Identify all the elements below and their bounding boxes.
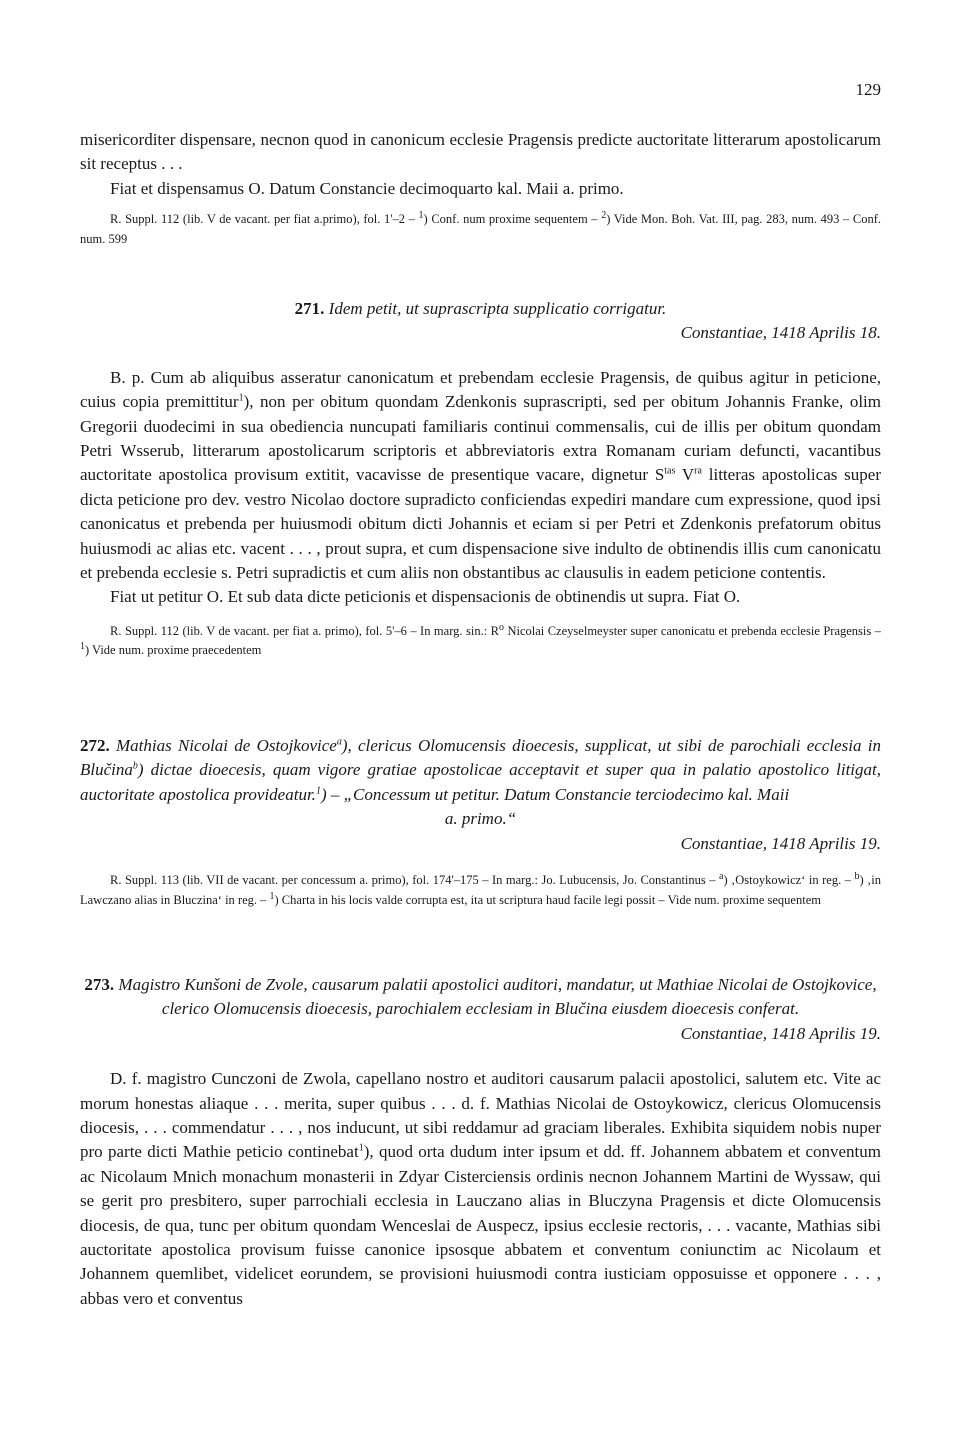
entry-number: 272. (80, 736, 110, 755)
entry-number: 271. (294, 299, 325, 318)
entry-272-heading: 272. Mathias Nicolai de Ostojkovice$^a$), clericus Olomucensis dioecesis, supplicat, ut sibi de parochiali ecclesia in Blučina$^b$) dictae dioecesis, quam vigore gratiae apostolicae acceptavit et super qua in palatio apostolico litigat, auctoritate apostolica provideatur.$^1$) – „Concessum ut petitur. Datum Constancie terciodecimo kal. Maii (80, 736, 881, 804)
entry-272-dateline: Constantiae, 1418 Aprilis 19. (680, 833, 881, 853)
entry-272-footnote: R. Suppl. 113 (lib. VII de vacant. per concessum a. primo), fol. 174'–175 – In marg.: Jo. Lubucensis, Jo. Constantinus – $^a$) ‚Ostoykowicz‘ in reg. – $^b$) ‚in Lawczano alias in Bluczina‘ in reg. – $^1$) Charta in his locis valde corrupta est, ita ut scriptura haud facile legi possit – Vide num. proxime sequentem (80, 870, 881, 907)
entry-273-heading: 273. Magistro Kunšoni de Zvole, causarum palatii apostolici auditori, mandatur, ut Mathiae Nicolai de Ostojkovice, clerico Olomucensis dioecesis, parochialem ecclesiam in Blučina eiusdem dioecesis conferat. (84, 975, 877, 1019)
entry-272 (80, 734, 881, 910)
entry-273-dateline: Constantiae, 1418 Aprilis 19. (680, 1023, 881, 1043)
entry-273-body: D. f. magistro Cunczoni de Zwola, capellano nostro et auditori causarum palacii apostolici, salutem etc. Vite ac morum honestas aliaque . . . merita, super quibus . . . d. f. Mathias Nicolai de Ostoykowicz, clericus Olomucensis diocesis, . . . commendatur . . . , nos inducunt, ut sibi reddamur ad graciam liberales. Exhibita siquidem nobis nuper pro parte dicti Mathie peticio continebat$^1$), quod orta dudum inter ipsum et dd. ff. Johannem abbatem et conventum ac Nicolaum Mnich monachum monasterii in Zdyar Cisterciensis ordinis necnon Johannem Martini de Wyssaw, qui se gerit pro presbitero, super parrochiali ecclesia in Lauczano alias in Bluczyna Pragensis et dicte Olomucensis diocesis, de qua, tunc per obitum quondam Wenceslai de Auspecz, ipsius ecclesie rectoris, . . . vacante, Mathias sibi auctoritate apostolica provisum fuisse canonice ipsosque abbatem et conventum coniunctim ac Nicolaum et Johannem quemlibet, videlicet eorundem, se provisioni huiusmodi contra iusticiam opposuisse et opponere . . . , abbas vero et conventus (80, 1069, 881, 1308)
intro-section (80, 128, 881, 249)
entry-number: 273. (84, 975, 115, 994)
intro-footnote: R. Suppl. 112 (lib. V de vacant. per fiat a.primo), fol. 1'–2 – $^1$) Conf. num proxime sequentem – $^2$) Vide Mon. Boh. Vat. III, pag. 283, num. 493 – Conf. num. 599 (80, 210, 881, 246)
page-number: 129 (855, 80, 881, 99)
entry-271-fiat: Fiat ut petitur O. Et sub data dicte peticionis et dispensacionis de obtinendis ut supra. Fiat O. (110, 587, 741, 607)
intro-paragraph: misericorditer dispensare, necnon quod in canonicum ecclesie Pragensis predicte auctoritate litterarum apostolicarum sit receptus . . . (80, 130, 881, 174)
entry-271-heading (80, 297, 881, 321)
entry-271-dateline: Constantiae, 1418 Aprilis 18. (680, 323, 881, 343)
entry-273 (80, 973, 881, 1311)
intro-fiat: Fiat et dispensamus O. Datum Constancie decimoquarto kal. Maii a. primo. (110, 178, 624, 198)
entry-271-footnote: R. Suppl. 112 (lib. V de vacant. per fiat a. primo), fol. 5'–6 – In marg. sin.: $R^o$ Nicolai Czeyselmeyster super canonicatu et prebenda ecclesie Pragensis – $^1$) Vide num. proxime praecedentem (80, 621, 881, 658)
entry-272-heading-end: a. primo.“ (444, 809, 517, 829)
entry-271 (80, 297, 881, 661)
entry-271-body: B. p. Cum ab aliquibus asseratur canonicatum et prebendam ecclesie Pragensis, de quibus agitur in peticione, cuius copia premittitur$^1$), non per obitum quondam Zdenkonis suprascripti, sed per obitum Johannis Franke, olim Gregorii duodecimi in sua obediencia nuncupati familiaris continui commensalis, cui de illis per obitum quondam Petri Wsserub, litterarum apostolicarum scriptoris et abbreviatoris extra Romanam curiam defuncti, vacantibus auctoritate apostolica provisum extitit, vacavisse de presentique vacare, dignetur $S^{tas}$ $V^{ra}$ litteras apostolicas super dicta peticione pro dev. vestro Nicolao doctore supradicto conficiendas expediri mandare cum expressione, quod ipsi canonicatus et prebenda per huiusmodi obitum dicti Johannis et eciam si per Petri et Zdenkonis prefatorum obitus huiusmodi ac alias etc. vacent . . . , prout supra, et cum dispensacione sive indulto de obtinendis illis cum canonicatu et prebenda ecclesie s. Petri supradictis et cum aliis non obstantibus ac clausulis in eadem peticione contentis. (80, 367, 881, 583)
entry-title: Idem petit, ut suprascripta supplicatio corrigatur. (328, 299, 667, 318)
